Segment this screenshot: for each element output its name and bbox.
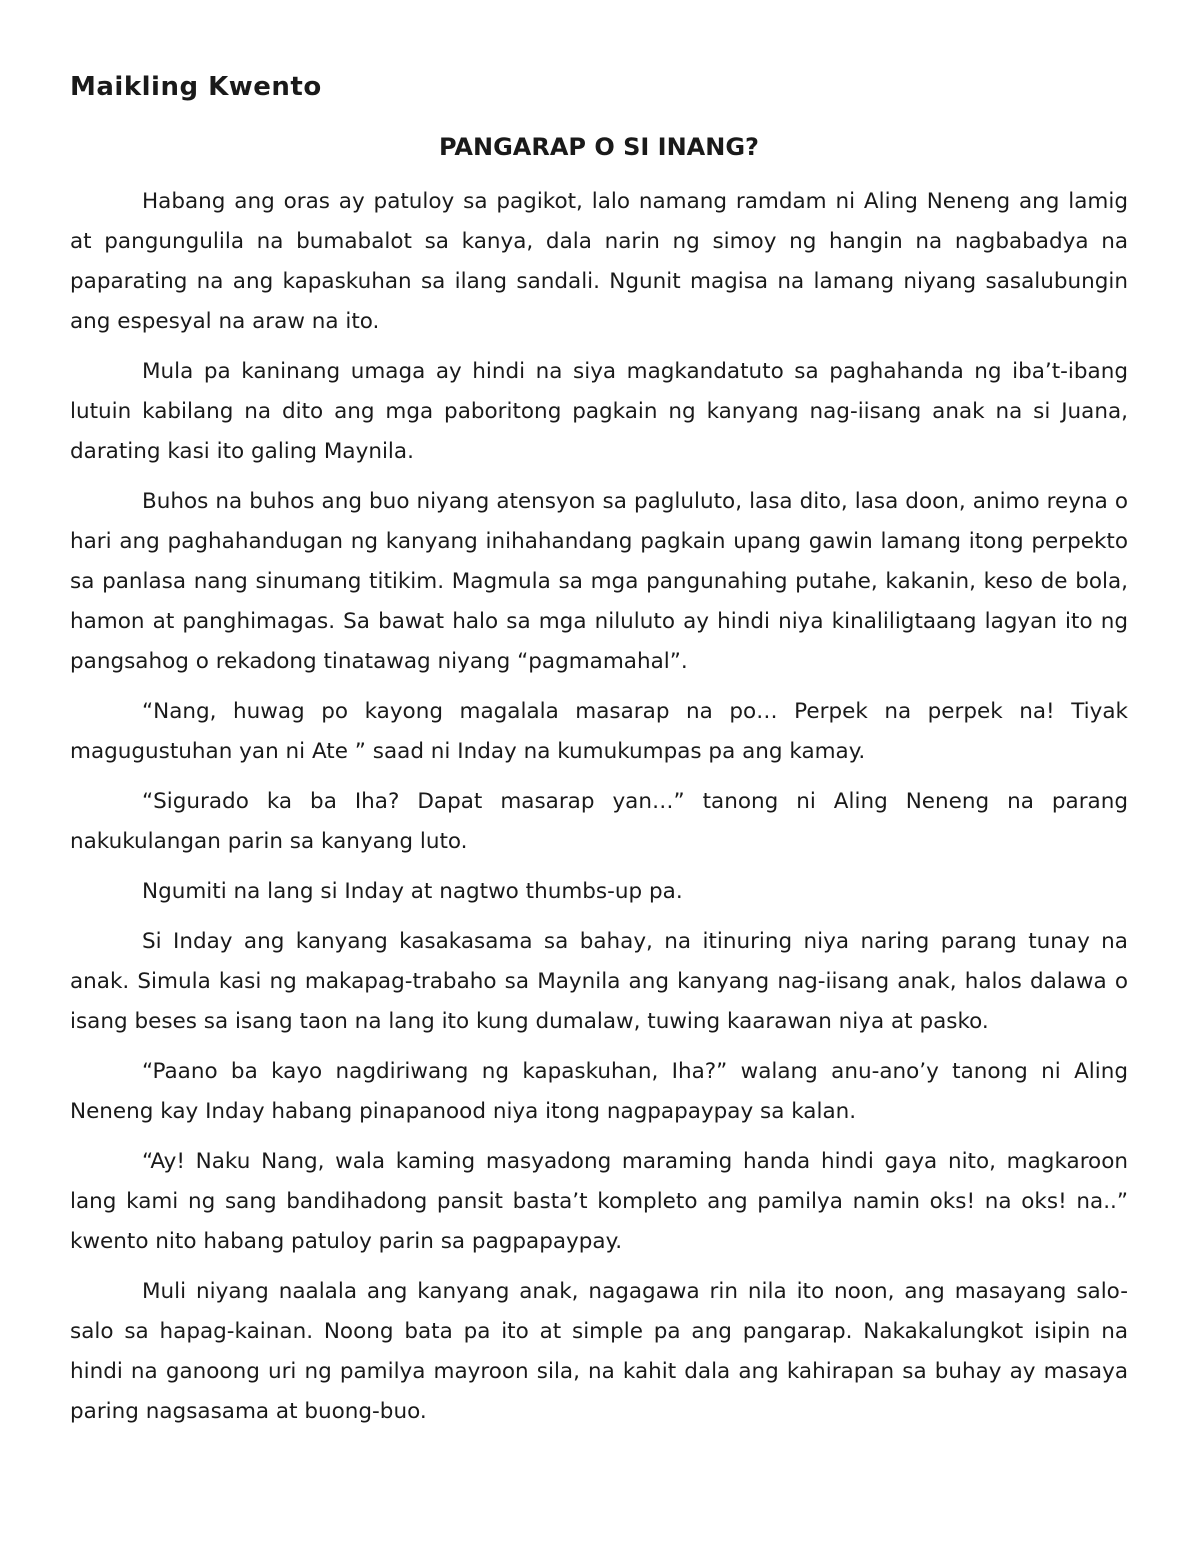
paragraph: Ngumiti na lang si Inday at nagtwo thumbs-up pa. bbox=[142, 879, 683, 904]
paragraph: “Nang, huwag po kayong magalala masarap na po… Perpek na perpek na! Tiyak magugustuhan yan ni Ate ” saad ni Inday na kumukumpas pa ang kamay. bbox=[70, 699, 1128, 764]
paragraph: Mula pa kaninang umaga ay hindi na siya magkandatuto sa paghahanda ng iba’t-ibang lutuin kabilang na dito ang mga paboritong pagkain ng kanyang nag-iisang anak na si Juana, darating kasi ito galing Maynila. bbox=[70, 359, 1128, 464]
story-title: PANGARAP O SI INANG? bbox=[439, 133, 759, 161]
paragraph: Habang ang oras ay patuloy sa pagikot, lalo namang ramdam ni Aling Neneng ang lamig at pangungulila na bumabalot sa kanya, dala narin ng simoy ng hangin na nagbabadya na paparating na ang kapaskuhan sa ilang sandali. Ngunit magisa na lamang niyang sasalubungin ang espesyal na araw na ito. bbox=[70, 189, 1128, 334]
document-label: Maikling Kwento bbox=[70, 72, 322, 102]
document-page bbox=[70, 70, 1128, 1442]
paragraph: “Paano ba kayo nagdiriwang ng kapaskuhan, Iha?” walang anu-ano’y tanong ni Aling Neneng kay Inday habang pinapanood niya itong nagpapaypay sa kalan. bbox=[70, 1059, 1128, 1124]
paragraph: Muli niyang naalala ang kanyang anak, nagagawa rin nila ito noon, ang masayang salo-salo sa hapag-kainan. Noong bata pa ito at simple pa ang pangarap. Nakakalungkot isipin na hindi na ganoong uri ng pamilya mayroon sila, na kahit dala ang kahirapan sa buhay ay masaya paring nagsasama at buong-buo. bbox=[70, 1279, 1128, 1424]
paragraph: Si Inday ang kanyang kasakasama sa bahay, na itinuring niya naring parang tunay na anak. Simula kasi ng makapag-trabaho sa Maynila ang kanyang nag-iisang anak, halos dalawa o isang beses sa isang taon na lang ito kung dumalaw, tuwing kaarawan niya at pasko. bbox=[70, 929, 1128, 1034]
paragraph: “Sigurado ka ba Iha? Dapat masarap yan…” tanong ni Aling Neneng na parang nakukulangan parin sa kanyang luto. bbox=[70, 789, 1128, 854]
paragraph: “Ay! Naku Nang, wala kaming masyadong maraming handa hindi gaya nito, magkaroon lang kami ng sang bandihadong pansit basta’t kompleto ang pamilya namin oks! na oks! na..” kwento nito habang patuloy parin sa pagpapaypay. bbox=[70, 1149, 1128, 1254]
paragraph: Buhos na buhos ang buo niyang atensyon sa pagluluto, lasa dito, lasa doon, animo reyna o hari ang paghahandugan ng kanyang inihahandang pagkain upang gawin lamang itong perpekto sa panlasa nang sinumang titikim. Magmula sa mga pangunahing putahe, kakanin, keso de bola, hamon at panghimagas. Sa bawat halo sa mga niluluto ay hindi niya kinaliligtaang lagyan ito ng pangsahog o rekadong tinatawag niyang “pagmamahal”. bbox=[70, 489, 1128, 674]
